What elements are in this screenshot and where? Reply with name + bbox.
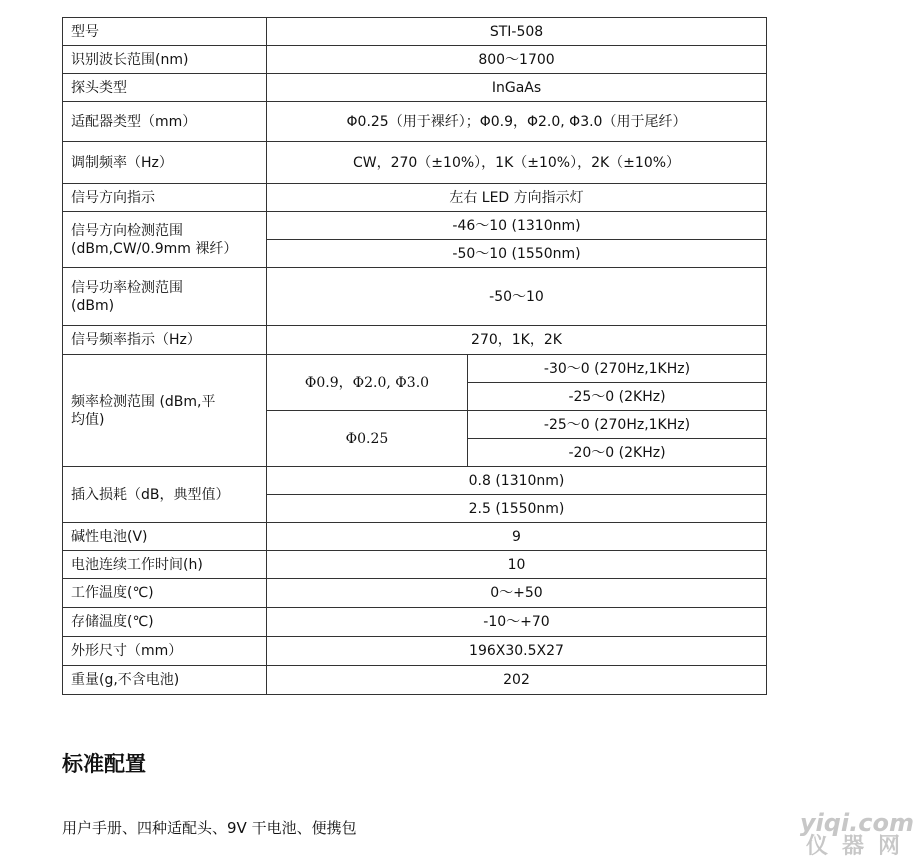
row-label-direction-range [63,212,267,268]
table-row [63,142,767,184]
row-label-storage-temp: 存储温度(℃) [63,608,267,637]
freq-range-adapter-bare: Φ0.25 [267,411,468,467]
table-row [63,18,767,46]
table-row [63,268,767,326]
row-value-operating-temp: 0～+50 [267,579,767,608]
spec-table [62,17,767,695]
table-row [63,355,767,383]
insertion-loss-value-1310: 0.8 (1310nm) [267,467,767,495]
freq-range-value: -25～0 (270Hz,1KHz) [468,411,767,439]
table-row [63,637,767,666]
table-row [63,608,767,637]
row-label-freq-indicator: 信号频率指示（Hz） [63,326,267,355]
table-row [63,666,767,695]
row-label-dimensions: 外形尺寸（mm） [63,637,267,666]
power-range-value: -50～10 [267,268,767,326]
row-label-power-range [63,268,267,326]
row-value-storage-temp: -10～+70 [267,608,767,637]
row-label-adapter: 适配器类型（mm） [63,102,267,142]
row-value-dimensions: 196X30.5X27 [267,637,767,666]
row-label-modulation: 调制频率（Hz） [63,142,267,184]
table-row [63,46,767,74]
row-label-freq-range [63,355,267,467]
row-label-probe: 探头类型 [63,74,267,102]
freq-range-value: -25～0 (2KHz) [468,383,767,411]
row-value-battery-life: 10 [267,551,767,579]
row-value-model: STI-508 [267,18,767,46]
row-value-freq-indicator: 270，1K，2K [267,326,767,355]
row-label-wavelength: 识别波长范围(nm) [63,46,267,74]
table-row [63,74,767,102]
table-row [63,523,767,551]
freq-range-value: -30～0 (270Hz,1KHz) [468,355,767,383]
section-heading: 标准配置 [62,752,146,776]
row-label-insertion-loss: 插入损耗（dB，典型值） [63,467,267,523]
watermark-line1: yiqi.com [799,809,914,837]
row-label-operating-temp: 工作温度(℃) [63,579,267,608]
row-value-wavelength: 800～1700 [267,46,767,74]
table-row [63,102,767,142]
freq-range-value: -20～0 (2KHz) [468,439,767,467]
direction-range-value-1310: -46～10 (1310nm) [267,212,767,240]
row-value-direction-indicator: 左右 LED 方向指示灯 [267,184,767,212]
watermark-line2: 仪器网 [805,834,914,859]
freq-range-label-line2: 均值) [71,411,105,428]
row-label-weight: 重量(g,不含电池) [63,666,267,695]
table-row [63,326,767,355]
table-row [63,184,767,212]
freq-range-adapter-large: Φ0.9，Φ2.0, Φ3.0 [267,355,468,411]
row-value-battery: 9 [267,523,767,551]
standard-config-items: 用户手册、四种适配头、9V 干电池、便携包 [62,819,357,837]
row-label-direction-indicator: 信号方向指示 [63,184,267,212]
insertion-loss-value-1550: 2.5 (1550nm) [267,495,767,523]
power-range-label-line2: (dBm) [71,297,115,314]
row-value-probe: InGaAs [267,74,767,102]
table-row [63,551,767,579]
watermark-logo [800,811,914,859]
row-value-adapter: Φ0.25（用于裸纤）；Φ0.9，Φ2.0, Φ3.0（用于尾纤） [267,102,767,142]
table-row [63,467,767,495]
row-label-battery: 碱性电池(V) [63,523,267,551]
direction-range-label-line2: (dBm,CW/0.9mm 裸纤） [71,240,238,257]
power-range-label-line1: 信号功率检测范围 [71,279,183,296]
row-label-battery-life: 电池连续工作时间(h) [63,551,267,579]
table-row [63,212,767,240]
freq-range-label-line1: 频率检测范围 (dBm,平 [71,393,216,410]
table-row [63,579,767,608]
direction-range-value-1550: -50～10 (1550nm) [267,240,767,268]
row-value-modulation: CW，270（±10%），1K（±10%），2K（±10%） [267,142,767,184]
row-value-weight: 202 [267,666,767,695]
row-label-model: 型号 [63,18,267,46]
direction-range-label-line1: 信号方向检测范围 [71,222,183,239]
